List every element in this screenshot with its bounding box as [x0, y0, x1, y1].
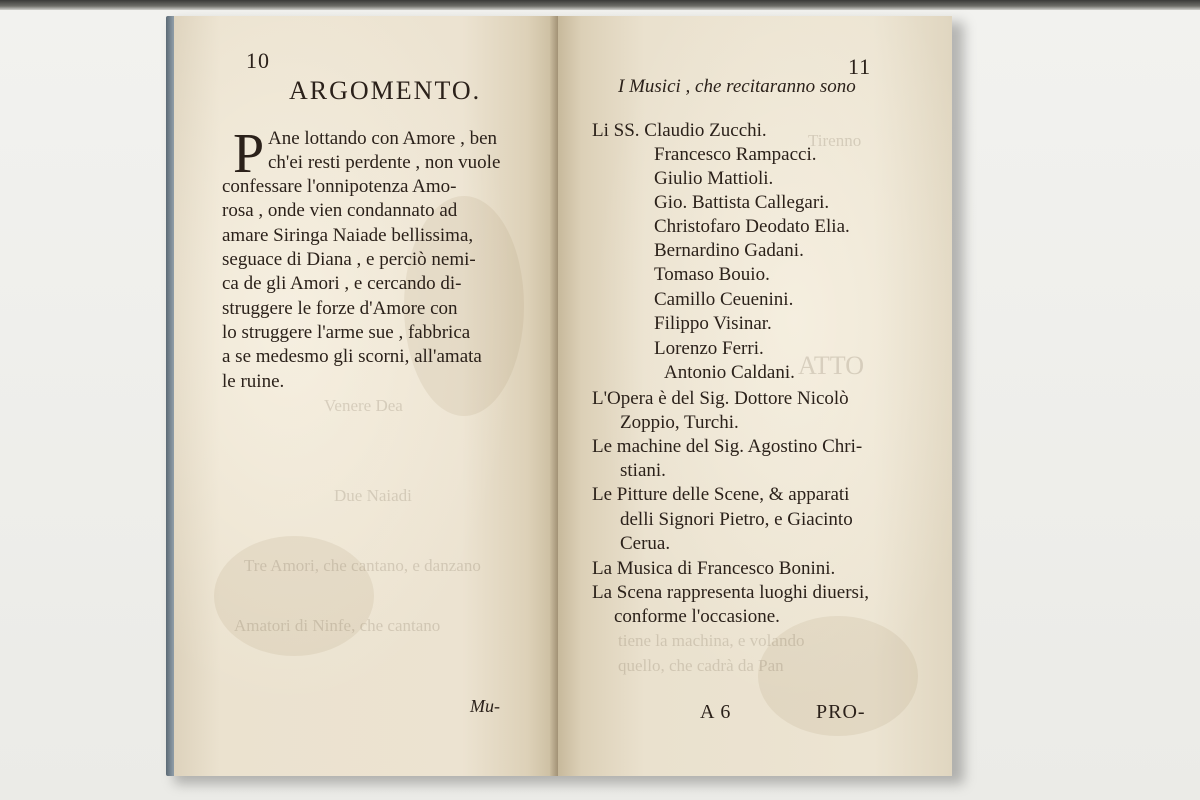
text-line: Le Pitture delle Scene, & apparati	[592, 484, 850, 505]
catchword: Mu-	[470, 696, 500, 716]
text-line: a se medesmo gli scorni, all'amata	[222, 346, 482, 367]
text-line: Li SS. Claudio Zucchi.	[592, 120, 767, 141]
text-line: struggere le forze d'Amore con	[222, 298, 458, 319]
signature-mark: A 6	[700, 701, 732, 723]
show-through-text: ATTO	[798, 351, 864, 380]
text-line: ca de gli Amori , e cercando di-	[222, 273, 462, 294]
text-line: lo struggere l'arme sue , fabbrica	[222, 322, 471, 343]
show-through-text: Venere Dea	[324, 396, 403, 415]
text-line: conforme l'occasione.	[614, 606, 780, 627]
text-line: delli Signori Pietro, e Giacinto	[620, 509, 853, 530]
drop-cap: P	[233, 123, 265, 185]
text-line: Filippo Visinar.	[654, 313, 772, 334]
text-line: seguace di Diana , e perciò nemi-	[222, 249, 476, 270]
text-line: Camillo Ceuenini.	[654, 289, 794, 310]
show-through-text: Tre Amori, che cantano, e danzano	[244, 556, 481, 575]
left-page	[174, 16, 558, 776]
text-line: Tomaso Bouio.	[654, 264, 770, 285]
paper-stain	[214, 536, 374, 656]
open-book	[168, 10, 958, 780]
text-line: confessare l'onnipotenza Amo-	[222, 176, 457, 197]
text-line: amare Siringa Naiade bellissima,	[222, 225, 474, 246]
text-line: Zoppio, Turchi.	[620, 412, 739, 433]
text-line: stiani.	[620, 460, 666, 481]
text-line: Antonio Caldani.	[664, 362, 795, 383]
text-line: le ruine.	[222, 371, 285, 392]
text-line: Gio. Battista Callegari.	[654, 192, 830, 213]
page-number: 11	[848, 54, 872, 79]
text-line: Cerua.	[620, 533, 671, 554]
catchword: PRO-	[816, 701, 866, 723]
text-line: Lorenzo Ferri.	[654, 338, 764, 359]
text-line: Giulio Mattioli.	[654, 168, 774, 189]
text-line: La Musica di Francesco Bonini.	[592, 558, 836, 579]
text-line: rosa , onde vien condannato ad	[222, 200, 458, 221]
show-through-text: quello, che cadrà da Pan	[618, 656, 784, 675]
text-line: L'Opera è del Sig. Dottore Nicolò	[592, 388, 849, 409]
text-line: Francesco Rampacci.	[654, 144, 817, 165]
page-number: 10	[246, 48, 270, 73]
text-line: Bernardino Gadani.	[654, 240, 804, 261]
show-through-text: tiene la machina, e volando	[618, 631, 805, 650]
text-line: Ane lottando con Amore , ben	[268, 128, 498, 149]
show-through-text: Tirenno	[808, 131, 862, 150]
right-page	[558, 16, 952, 776]
text-line: La Scena rappresenta luoghi diuersi,	[592, 582, 869, 603]
text-line: ch'ei resti perdente , non vuole	[268, 152, 501, 173]
running-head: I Musici , che recitaranno sono	[618, 76, 856, 97]
text-line: Le machine del Sig. Agostino Chri-	[592, 436, 863, 457]
text-line: Christofaro Deodato Elia.	[654, 216, 850, 237]
section-heading: ARGOMENTO.	[289, 76, 482, 105]
show-through-text: Due Naiadi	[334, 486, 412, 505]
show-through-text: Amatori di Ninfe, che cantano	[234, 616, 441, 635]
top-edge-shadow	[0, 0, 1200, 10]
